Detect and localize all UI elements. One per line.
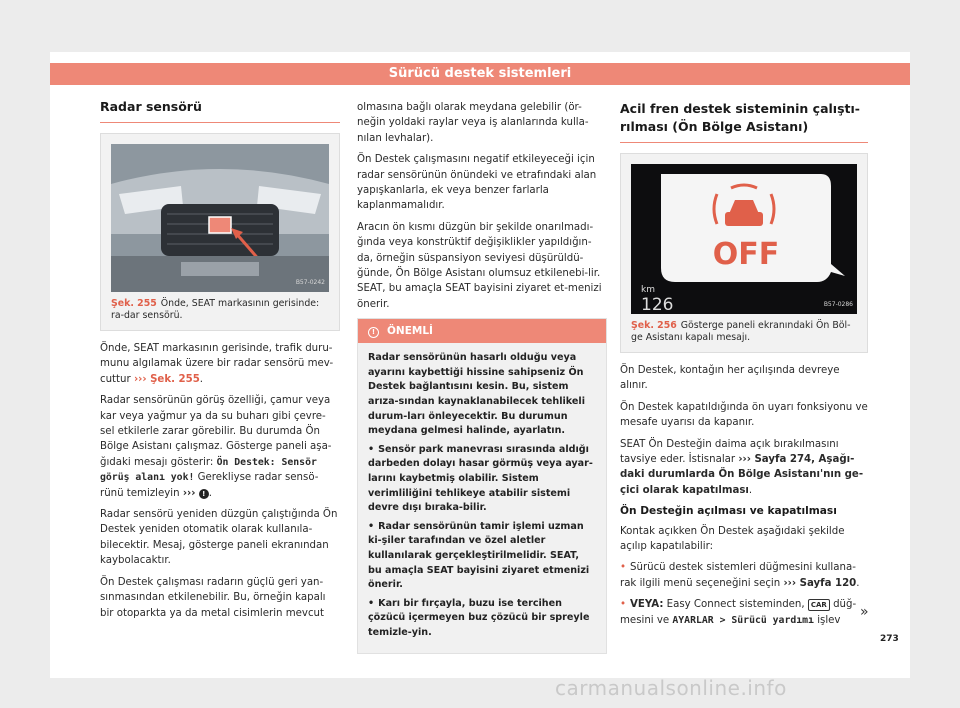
column-middle xyxy=(357,100,607,654)
figure-caption xyxy=(101,292,339,330)
paragraph: Ön Destek, kontağın her açılışında devreye alınır. xyxy=(620,365,840,392)
figure-code: B57-0242 xyxy=(295,278,325,286)
display-message: Ön Destek: Sensör görüş alanı yok! xyxy=(100,456,317,484)
car-front-image xyxy=(111,144,329,292)
car-button-icon: CAR xyxy=(808,599,830,611)
figure-caption-text: Önde, SEAT markasının gerisinde: ra-dar sensörü. xyxy=(111,298,320,321)
text: Radar sensörünün tamir işlemi uzman ki-şiler tarafından ve özel aletler kullanılarak gerçekleştirilmelidir. SEAT, bu amaçla SEAT bayisini ziyaret etmenizi önerir. xyxy=(368,520,590,591)
text: . xyxy=(748,484,753,496)
text: Easy Connect sisteminden, xyxy=(663,599,808,611)
km-label: km xyxy=(641,285,655,295)
bullet-icon: • xyxy=(620,562,627,574)
text: Sensör park manevrası sırasında aldığı darbeden dolayı hasar görmüş veya ayar-larını kaybetmiş olabilir. Sistem verimliliğini tehlikeye atabilir sistemi devre dışı bırakа-bilir. xyxy=(368,443,593,514)
paragraph xyxy=(620,437,868,499)
paragraph: Ön Destek kapatıldığında ön uyarı fonksiyonu ve mesafe uyarısı da kapanır. xyxy=(620,401,868,429)
figure-label: Şek. 255 xyxy=(111,298,157,309)
figure-caption xyxy=(621,314,867,352)
paragraph: Ön Destek çalışması radarın güçlü geri yan-sınmasından etkilenebilir. Bu, örneğin kapalı bir otoparkta ya da metal cisimlerin mevcut xyxy=(100,576,326,619)
column-left xyxy=(100,98,340,627)
warning-box xyxy=(357,318,607,653)
text: Gerekliyse radar sensö-rünü temizleyin xyxy=(100,472,319,499)
off-text: OFF xyxy=(712,237,780,272)
text: Sürücü destek sistemleri düğmesini kullana-rak ilgili menü seçeneğini seçin xyxy=(620,562,856,589)
paragraph: Aracın ön kısmı düzgün bir şekilde onarılmadı-ğında veya konstrüktif değişiklikler yapıldığın-da, örneğin süspansiyon seviyesi düşürüldü-ğünde, Ön Bölge Asistanı olumsuz etkilenebi-lir. SEAT, bu amaçla SEAT bayisini ziyaret et-menizi önerir. xyxy=(357,221,602,310)
list-item xyxy=(620,597,868,628)
warning-bullet xyxy=(368,443,596,516)
text: düğ-mesini ve xyxy=(620,599,857,626)
text: işlev xyxy=(813,614,841,626)
text: SEAT Ön Desteğin daima açık bırakılmasını tavsiye eder. İstisnalar xyxy=(620,438,839,466)
text: Radar sensörünün görüş özelliği, çamur veya kar veya yağmur ya da su buharı gibi çevre-sel etkilerle zarar görebilir. Bu durumda Ön Bölge Asistanı çalışmaz. Gösterge paneli aşa-ğıdaki mesajı gösterir: xyxy=(100,395,332,468)
paragraph xyxy=(100,341,340,387)
paragraph: Ön Destek çalışmasını negatif etkileyeceği için radar sensörünün önündeki ve etrafındaki alan yapışkanlarla, ek veya benzer farlarla kaplanmamalıdır. xyxy=(357,154,597,212)
menu-path: AYARLAR > Sürücü yardımı xyxy=(672,614,814,626)
paragraph xyxy=(100,393,340,501)
figure-code: B57-0286 xyxy=(823,300,853,308)
text: . xyxy=(208,487,212,499)
bullet-icon: • xyxy=(368,443,375,455)
page-number: 273 xyxy=(880,634,899,644)
figure-link[interactable]: ››› Şek. 255 xyxy=(133,373,200,385)
column-right xyxy=(620,100,868,634)
paragraph: olmasına bağlı olarak meydana gelebilir (ör-neğin yoldaki raylar veya iş alanlarında kulla-nılan levhalar). xyxy=(357,102,589,144)
watermark: carmanualsonline.info xyxy=(555,676,787,700)
figure-label: Şek. 256 xyxy=(631,320,677,331)
paragraph: Radar sensörü yeniden düzgün çalıştığında Ön Destek yeniden otomatik olarak kullanıla-bilecektir. Mesaj, gösterge paneli ekranından kaybolacaktır. xyxy=(100,509,338,567)
text: Önde, SEAT markasının gerisinde, trafik duru-munu algılamak üzere bir radar sensörü mev-cuttur xyxy=(100,343,334,385)
warning-ref-link[interactable]: ››› xyxy=(182,487,196,499)
warning-title: ÖNEMLİ xyxy=(387,325,433,338)
text: Karı bir fırçayla, buzu ise tercihen çözücü içermeyen buz çözücü bir spreyle temizle-yin. xyxy=(368,597,590,638)
bullet-icon: • xyxy=(368,520,375,532)
text: . xyxy=(856,577,860,589)
figure-caption-text: Gösterge paneli ekranındaki Ön Böl-ge Asistanı kapalı mesajı. xyxy=(631,320,851,343)
list-item xyxy=(620,560,868,591)
warning-body xyxy=(358,343,606,652)
chapter-header: Sürücü destek sistemleri xyxy=(50,63,910,85)
section-title-radar: Radar sensörü xyxy=(100,98,340,123)
warning-bullet xyxy=(368,597,596,641)
dashboard-display-image xyxy=(631,164,857,314)
page-link-120[interactable]: ››› Sayfa 120 xyxy=(783,577,857,589)
paragraph: Kontak açıkken Ön Destek aşağıdaki şekilde açılıp kapatılabilir: xyxy=(620,525,845,553)
bullet-icon: • xyxy=(368,597,375,609)
warning-header xyxy=(358,319,606,343)
figure-256 xyxy=(620,153,868,353)
dashboard-off-illustration xyxy=(631,164,857,314)
or-label: VEYA: xyxy=(630,599,664,611)
section-title-front-assist: Acil fren destek sisteminin çalıştı-rılması (Ön Bölge Asistanı) xyxy=(620,100,868,143)
continue-arrow-icon: » xyxy=(860,604,869,620)
text: . xyxy=(199,373,204,385)
warning-bullet xyxy=(368,520,596,593)
warning-paragraph: Radar sensörünün hasarlı olduğu veya ayarını kaybettiği hissine sahipseniz Ön Destek bağlantısını kesin. Bu, sistem arıza-sından kaynaklanabilecek tehlikeli durum-ları önleyecektir. Bu durumun meydana gelmesi halinde, ayarlatın. xyxy=(368,352,586,437)
warning-ref-icon: ! xyxy=(199,489,209,499)
figure-255 xyxy=(100,133,340,331)
car-front-illustration xyxy=(111,144,329,292)
bullet-icon: • xyxy=(620,599,627,611)
km-value: 126 xyxy=(641,295,674,314)
warning-icon: ! xyxy=(368,327,379,338)
subsection-title: Ön Desteğin açılması ve kapatılması xyxy=(620,505,837,518)
page-link-274[interactable]: ››› Sayfa 274, Aşağı-daki durumlarda Ön Bölge Asistanı'nın ge-çici olarak kapatılması xyxy=(620,454,864,496)
